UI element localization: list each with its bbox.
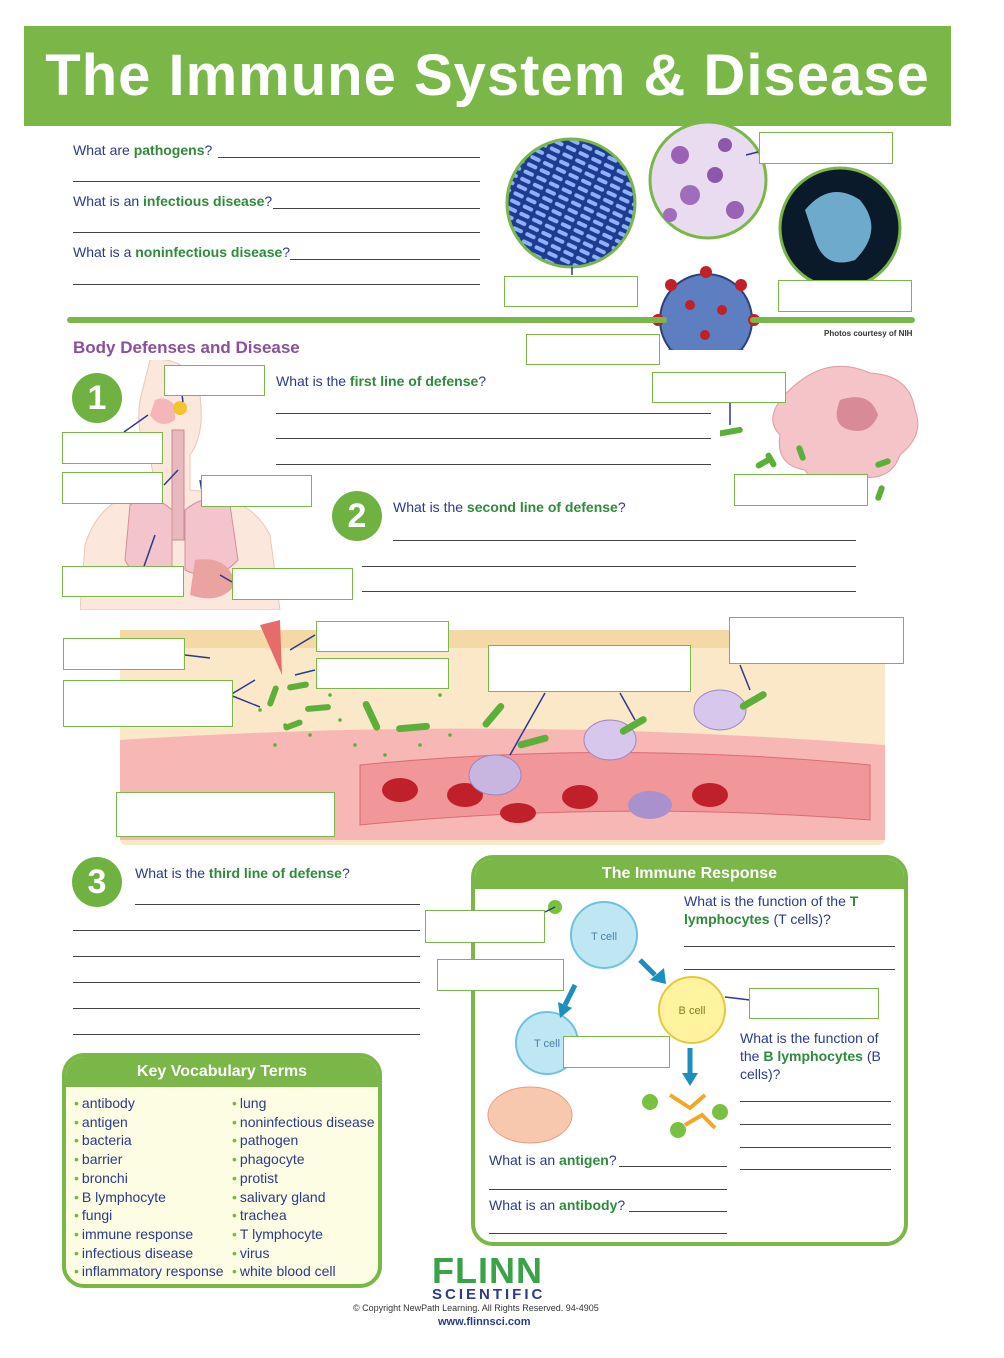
section-divider bbox=[750, 317, 915, 323]
vocab-term: • pathogen bbox=[232, 1132, 299, 1149]
website-link[interactable]: www.flinnsci.com bbox=[438, 1316, 531, 1328]
answer-line[interactable] bbox=[684, 969, 895, 970]
question-antibody: What is an antibody? bbox=[489, 1197, 626, 1213]
answer-line[interactable] bbox=[73, 232, 480, 233]
answer-line[interactable] bbox=[218, 157, 480, 158]
b-cell-label: B cell bbox=[678, 1005, 706, 1017]
answer-line[interactable] bbox=[73, 181, 480, 182]
answer-line[interactable] bbox=[362, 566, 856, 567]
answer-line[interactable] bbox=[740, 1169, 891, 1170]
brand-subtitle: SCIENTIFIC bbox=[432, 1286, 546, 1303]
answer-line[interactable] bbox=[135, 904, 420, 905]
answer-line[interactable] bbox=[362, 591, 856, 592]
answer-line[interactable] bbox=[73, 956, 420, 957]
vocab-term: • protist bbox=[232, 1169, 279, 1186]
question-t-lymphocytes: What is the function of the T lymphocytes (T cells)? bbox=[684, 893, 859, 927]
vocab-term: • noninfectious disease bbox=[232, 1113, 375, 1130]
label-box-wound[interactable] bbox=[316, 621, 449, 652]
vocab-term: • bacteria bbox=[74, 1132, 132, 1149]
vocab-term: • salivary gland bbox=[232, 1188, 326, 1205]
vocab-term: • barrier bbox=[74, 1151, 123, 1168]
t-cell-label: T cell bbox=[590, 931, 618, 943]
vocab-term: • inflammatory response bbox=[74, 1263, 224, 1280]
label-box-pathogen[interactable] bbox=[734, 474, 868, 506]
vocab-term: • trachea bbox=[232, 1207, 287, 1224]
answer-line[interactable] bbox=[276, 464, 711, 465]
answer-line[interactable] bbox=[73, 284, 480, 285]
label-box-trachea[interactable] bbox=[62, 472, 163, 504]
label-box-bronchi[interactable] bbox=[201, 475, 312, 507]
question-noninfectious-disease: What is a noninfectious disease? bbox=[73, 244, 291, 260]
vocab-term: • fungi bbox=[74, 1207, 113, 1224]
vocab-term: • virus bbox=[232, 1244, 270, 1261]
question-third-line: What is the third line of defense? bbox=[135, 865, 350, 881]
label-box-t-cell[interactable] bbox=[437, 959, 564, 991]
answer-line[interactable] bbox=[290, 259, 480, 260]
vocab-term: • antigen bbox=[74, 1113, 128, 1130]
vocab-term: • infectious disease bbox=[74, 1244, 194, 1261]
answer-line[interactable] bbox=[629, 1211, 727, 1212]
answer-line[interactable] bbox=[740, 1124, 891, 1125]
bacteria-photo bbox=[507, 139, 635, 267]
step-number-2: 2 bbox=[332, 491, 382, 541]
label-box-phagocyte[interactable] bbox=[652, 372, 786, 403]
section-divider bbox=[67, 317, 667, 323]
label-box-fungi[interactable] bbox=[759, 132, 893, 164]
answer-line[interactable] bbox=[489, 1189, 727, 1190]
label-box-phagocytosis[interactable] bbox=[729, 617, 904, 664]
question-first-line: What is the first line of defense? bbox=[276, 373, 487, 389]
label-box-nose[interactable] bbox=[62, 432, 163, 464]
label-box-antibody[interactable] bbox=[563, 1036, 670, 1068]
vocabulary-list-left bbox=[74, 1094, 224, 1281]
vocab-term: • immune response bbox=[74, 1225, 194, 1242]
label-box-virus[interactable] bbox=[526, 334, 660, 365]
vocab-term: • white blood cell bbox=[232, 1263, 336, 1280]
label-box-salivary-gland[interactable] bbox=[164, 365, 265, 396]
question-second-line: What is the second line of defense? bbox=[393, 499, 626, 515]
question-antigen: What is an antigen? bbox=[489, 1152, 617, 1168]
page-title: The Immune System & Disease bbox=[45, 43, 930, 108]
vocabulary-panel bbox=[62, 1053, 382, 1288]
answer-line[interactable] bbox=[73, 982, 420, 983]
question-b-lymphocytes: What is the function of the B lymphocytes (B cells)? bbox=[740, 1030, 881, 1082]
question-pathogens: What are pathogens? bbox=[73, 142, 213, 158]
answer-line[interactable] bbox=[73, 930, 420, 931]
vocabulary-title: Key Vocabulary Terms bbox=[66, 1057, 378, 1087]
question-infectious-disease: What is an infectious disease? bbox=[73, 193, 273, 209]
answer-line[interactable] bbox=[740, 1101, 891, 1102]
label-box-stomach[interactable] bbox=[232, 568, 353, 600]
vocabulary-list-right bbox=[232, 1094, 375, 1281]
vocab-term: • T lymphocyte bbox=[232, 1225, 323, 1242]
vocab-term: • antibody bbox=[74, 1095, 135, 1111]
label-box-antigen[interactable] bbox=[425, 910, 545, 943]
answer-line[interactable] bbox=[73, 1008, 420, 1009]
label-box-lung[interactable] bbox=[62, 566, 184, 597]
label-box-bacteria-2[interactable] bbox=[316, 658, 449, 689]
label-box-white-blood-cell[interactable] bbox=[488, 645, 691, 692]
answer-line[interactable] bbox=[619, 1166, 727, 1167]
t-cell-label-2: T cell bbox=[533, 1038, 561, 1050]
vocab-term: • phagocyte bbox=[232, 1151, 305, 1168]
label-box-chemicals[interactable] bbox=[63, 680, 233, 727]
copyright-text: © Copyright NewPath Learning. All Rights Reserved. 94-4905 bbox=[353, 1303, 599, 1313]
title-banner bbox=[24, 26, 951, 126]
step-number-1: 1 bbox=[72, 373, 122, 423]
label-box-blood-vessel[interactable] bbox=[116, 792, 335, 837]
answer-line[interactable] bbox=[740, 1147, 891, 1148]
answer-line[interactable] bbox=[73, 1034, 420, 1035]
answer-line[interactable] bbox=[276, 413, 711, 414]
label-box-b-cell[interactable] bbox=[749, 988, 879, 1019]
vocab-term: • bronchi bbox=[74, 1169, 128, 1186]
vocab-term: • B lymphocyte bbox=[74, 1188, 166, 1205]
brand-logo: FLINN bbox=[432, 1250, 543, 1291]
answer-line[interactable] bbox=[273, 208, 480, 209]
answer-line[interactable] bbox=[393, 540, 856, 541]
label-box-skin[interactable] bbox=[63, 638, 185, 670]
label-box-bacteria[interactable] bbox=[504, 276, 638, 307]
step-number-3: 3 bbox=[72, 857, 122, 907]
answer-line[interactable] bbox=[276, 438, 711, 439]
immune-response-title: The Immune Response bbox=[475, 859, 904, 889]
vocab-term: • lung bbox=[232, 1095, 267, 1111]
answer-line[interactable] bbox=[684, 946, 895, 947]
photo-credit: Photos courtesy of NIH bbox=[824, 329, 913, 338]
section-title-body-defenses: Body Defenses and Disease bbox=[73, 338, 300, 357]
virus-illustration bbox=[652, 266, 760, 350]
label-box-protist[interactable] bbox=[778, 280, 912, 312]
answer-line[interactable] bbox=[489, 1233, 727, 1234]
